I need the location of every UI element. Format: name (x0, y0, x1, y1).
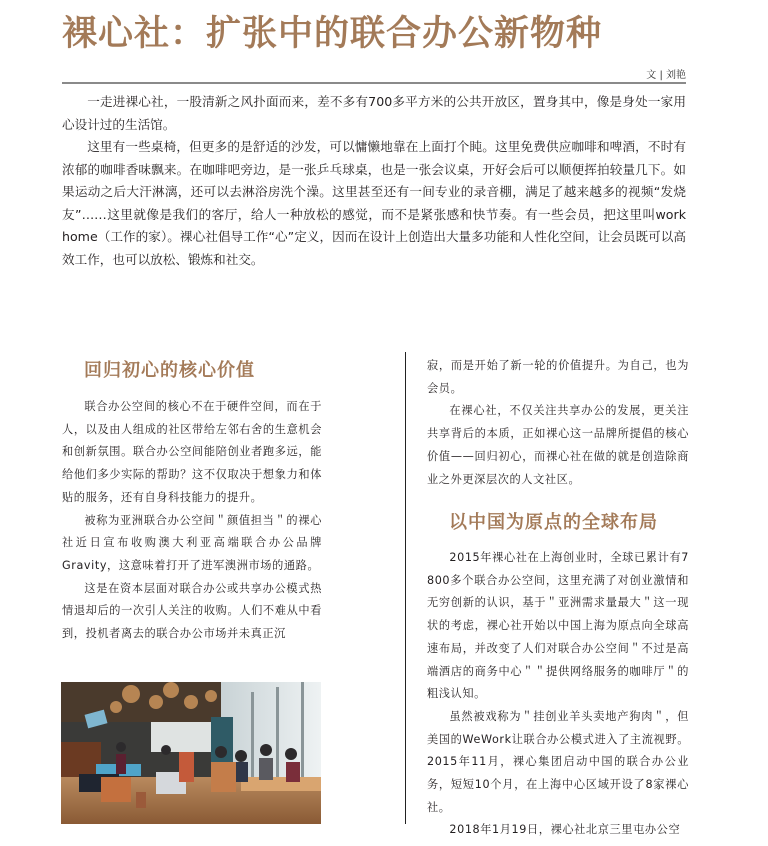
section-heading: 以中国为原点的全球布局 (449, 512, 658, 533)
title-rule (62, 82, 686, 84)
body-paragraph: 被称为亚洲联合办公空间＂颜值担当＂的裸心社近日宣布收购澳大利亚高端联合办公品牌Gravity，这意味着打开了进军澳洲市场的通路。 (62, 513, 322, 572)
article-title: 裸心社：扩张中的联合办公新物种 (62, 14, 603, 54)
column-divider (405, 352, 406, 824)
intro-paragraph: 这里有一些桌椅，但更多的是舒适的沙发，可以慵懒地靠在上面打个盹。这里免费供应咖啡和啤酒，不时有浓郁的咖啡香味飘来。在咖啡吧旁边，是一张乒乓球桌，也是一张会议桌，开好会后可以顺便挥拍较量几下。如果运动之后大汗淋漓，还可以去淋浴房洗个澡。这里甚至还有一间专业的录音棚，满足了越来越多的视频“发烧友”……这里就像是我们的客厅，给人一种放松的感觉，而不是紧张感和快节奏。有一些会员，把这里叫work home（工作的家）。裸心社倡导工作“心”定义，因而在设计上创造出大量多功能和人性化空间，让会员既可以高效工作，也可以放松、锻炼和社交。 (62, 139, 686, 267)
body-paragraph: 联合办公空间的核心不在于硬件空间，而在于人，以及由人组成的社区带给左邻右舍的生意机会和创新氛围。联合办公空间能陪创业者跑多远，能给他们多少实际的帮助？这不仅取决于想象力和体贴的服务，还有自身科技能力的提升。 (62, 400, 322, 504)
byline: 文 | 刘艳 (646, 70, 686, 81)
intro-section (62, 91, 686, 271)
body-paragraph: 虽然被戏称为＂挂创业羊头卖地产狗肉＂，但美国的WeWork让联合办公模式进入了主流视野。2015年11月，裸心集团启动中国的联合办公业务，短短10个月，在上海中心区域开设了8家裸心社。 (427, 709, 689, 814)
intro-paragraph: 一走进裸心社，一股清新之风扑面而来，差不多有700多平方米的公共开放区，置身其中，像是身处一家用心设计过的生活馆。 (62, 94, 686, 132)
body-paragraph: 寂，而是开始了新一轮的价值提升。为自己，也为会员。 (427, 359, 689, 395)
body-paragraph: 2018年1月19日，裸心社北京三里屯办公空 (449, 823, 681, 837)
body-paragraph: 这是在资本层面对联合办公或共享办公模式热情退却后的一次引人关注的收购。人们不难从中看到，投机者离去的联合办公市场并未真正沉 (62, 581, 322, 641)
body-paragraph: 在裸心社，不仅关注共享办公的发展，更关注共享背后的本质，正如裸心这一品牌所提倡的核心价值——回归初心，而裸心社在做的就是创造除商业之外更深层次的人文社区。 (427, 404, 689, 486)
left-column (62, 396, 322, 646)
right-column-section2 (427, 547, 689, 842)
coworking-photo (61, 682, 321, 824)
section-heading: 回归初心的核心价值 (84, 360, 255, 381)
body-paragraph: 2015年裸心社在上海创业时，全球已累计有7 800多个联合办公空间，这里充满了对创业激情和无穷创新的认识，基于＂亚洲需求量最大＂这一现状的考虑，裸心社开始以中国上海为原点向全球高速布局，并改变了人们对联合办公空间＂不过是高端酒店的商务中心＂＂提供网络服务的咖啡厅＂的粗浅认知。 (427, 551, 689, 701)
right-column (427, 355, 689, 491)
